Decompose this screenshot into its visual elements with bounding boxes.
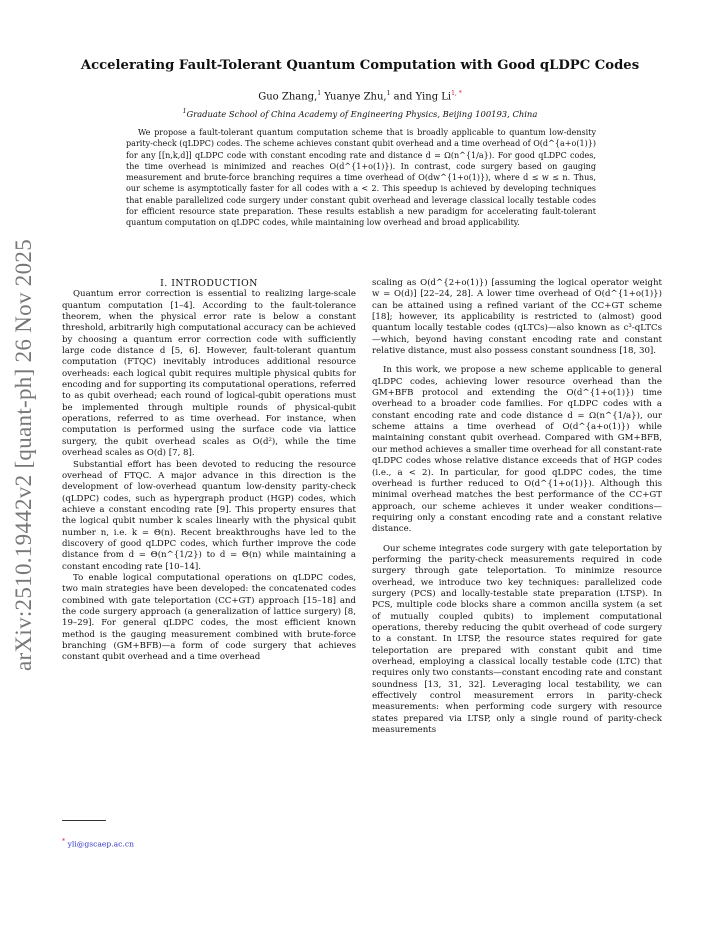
author-list xyxy=(0,90,720,102)
author-1-affil-mark: 1 xyxy=(317,90,322,97)
body-paragraph: To enable logical computational operations on qLDPC codes, two main strategies have been developed: the concatenated codes combined with gate teleportation (CC+GT) approach [15–18] and the code surgery approach (a generalization of lattice surgery) [8, 19–29]. For general qLDPC codes, the most efficient known method is the gauging measurement combined with brute-force branching (GM+BFB)—a form of code surgery that achieves constant qubit overhead and a time overhead xyxy=(62,572,356,663)
footnote-mark: * xyxy=(62,838,66,845)
affiliation xyxy=(0,108,720,119)
author-3: Ying Li xyxy=(415,91,452,103)
affiliation-mark: 1 xyxy=(182,108,187,115)
paragraph-gap xyxy=(372,357,662,365)
affiliation-text: Graduate School of China Academy of Engineering Physics, Beijing 100193, China xyxy=(186,108,538,119)
body-paragraph: Our scheme integrates code surgery with gate teleportation by performing the parity-check measurements required in code surgery through gate teleportation. To minimize resource overhead, we introduce two key techniques: parallelized code surgery (PCS) and locally-testable state preparation (LTSP). In PCS, multiple code blocks share a common ancilla system (a set of mutually coupled qubits) to implement computational operations, thereby reducing the qubit overhead of code surgery to a constant. In LTSP, the resource states required for gate teleportation are prepared with constant qubit and time overhead, employing a classical locally testable code (LTC) that requires only two constants—constant encoding rate and constant soundness [13, 31, 32]. Leveraging local testability, we can effectively control measurement errors in parity-check measurements: when performing code surgery with resource states prepared via LTSP, only a single round of parity-check measurements xyxy=(372,543,662,736)
section-heading: I. INTRODUCTION xyxy=(160,278,258,289)
author-3-affil-mark[interactable]: 1, * xyxy=(451,90,462,97)
author-1: Guo Zhang, xyxy=(258,91,318,103)
author-and: and xyxy=(393,91,413,103)
paper-title: Accelerating Fault-Tolerant Quantum Computation with Good qLDPC Codes xyxy=(80,58,640,73)
body-paragraph: Substantial effort has been devoted to reducing the resource overhead of FTQC. A major advance in this direction is the development of low-overhead quantum low-density parity-check (qLDPC) codes, such as hypergraph product (HGP) codes, which achieve a constant encoding rate [9]. This property ensures that the logical qubit number k scales linearly with the physical qubit number n, i.e. k = Θ(n). Recent breakthroughs have led to the discovery of good qLDPC codes, which further improve the code distance from d = Θ(n^{1/2}) to d = Θ(n) while maintaining a constant encoding rate [10–14]. xyxy=(62,459,356,572)
body-paragraph: scaling as O(d^{2+o(1)}) [assuming the logical operator weight w = O(d)] [22–24, 28]. A lower time overhead of O(d^{1+o(1)}) can be attained using a refined variant of the CC+GT scheme [18]; however, its applicability is restricted to (almost) good quantum locally testable codes (qLTCs)—also known as c³-qLTCs—which, beyond having constant encoding rate and constant relative distance, must also possess constant soundness [18, 30]. xyxy=(372,278,662,357)
arxiv-stamp-text: arXiv:2510.19442v2 [quant-ph] 26 Nov 2025 xyxy=(11,239,36,671)
body-paragraph: Quantum error correction is essential to realizing large-scale quantum computation [1–4]. According to the fault-tolerance theorem, when the physical error rate is below a constant threshold, arbitrarily high computational accuracy can be achieved by choosing a quantum error correction code with sufficiently large code distance d [5, 6]. However, fault-tolerant quantum computation (FTQC) inevitably introduces additional resource overheads: each logical qubit requires multiple physical qubits for encoding and for supporting its computational operations, referred to as qubit overhead; each round of logical-qubit operations must be implemented through multiple rounds of physical-qubit operations, referred to as time overhead. For instance, when computation is performed using the surface code via lattice surgery, the qubit overhead scales as O(d²), while the time overhead scales as O(d) [7, 8]. xyxy=(62,289,356,459)
paragraph-gap xyxy=(372,536,662,544)
arxiv-stamp[interactable] xyxy=(9,239,39,671)
footnote-rule xyxy=(62,820,106,821)
footnote-email-link[interactable]: yli@gscaep.ac.cn xyxy=(67,839,134,849)
right-column xyxy=(372,278,662,736)
author-2: Yuanye Zhu, xyxy=(324,91,387,103)
body-paragraph: In this work, we propose a new scheme applicable to general qLDPC codes, achieving lower resource overhead than the GM+BFB protocol and extending the O(d^{1+o(1)}) time overhead to a broader code families. For qLDPC codes with a constant encoding rate and code distance d = Ω(n^{1/a}), our scheme attains a time overhead of O(d^{a+o(1)}) while maintaining constant qubit overhead. Compared with GM+BFB, our method achieves a smaller time overhead for all constant-rate qLDPC codes whose relative distance exceeds that of HGP codes (i.e., a < 2). In particular, for good qLDPC codes, the time overhead is further reduced to O(d^{1+o(1)}). Although this minimal overhead matches the best performance of the CC+GT approach, our scheme achieves it under weaker conditions—requiring only a constant encoding rate and a constant relative distance. xyxy=(372,365,662,535)
author-2-affil-mark: 1 xyxy=(386,90,391,97)
footnote xyxy=(62,838,134,849)
abstract: We propose a fault-tolerant quantum computation scheme that is broadly applicable to quantum low-density parity-check (qLDPC) codes. The scheme achieves constant qubit overhead and a time overhead of O(d^{a+o(1)}) for any [[n,k,d]] qLDPC code with constant encoding rate and distance d = Ω(n^{1/a}). For good qLDPC codes, the time overhead is minimized and reaches O(d^{1+o(1)}). In contrast, code surgery based on gauging measurement and brute-force branching requires a time overhead of O(dw^{1+o(1)}), where d ≤ w ≤ n. Thus, our scheme is asymptotically faster for all codes with a < 2. This speedup is achieved by developing techniques that enable parallelized code surgery under constant qubit overhead and leverage classical locally testable codes for efficient resource state preparation. These results establish a new paradigm for accelerating fault-tolerant quantum computation on qLDPC codes, while maintaining low overhead and broad applicability. xyxy=(126,128,596,228)
left-column xyxy=(62,278,356,664)
